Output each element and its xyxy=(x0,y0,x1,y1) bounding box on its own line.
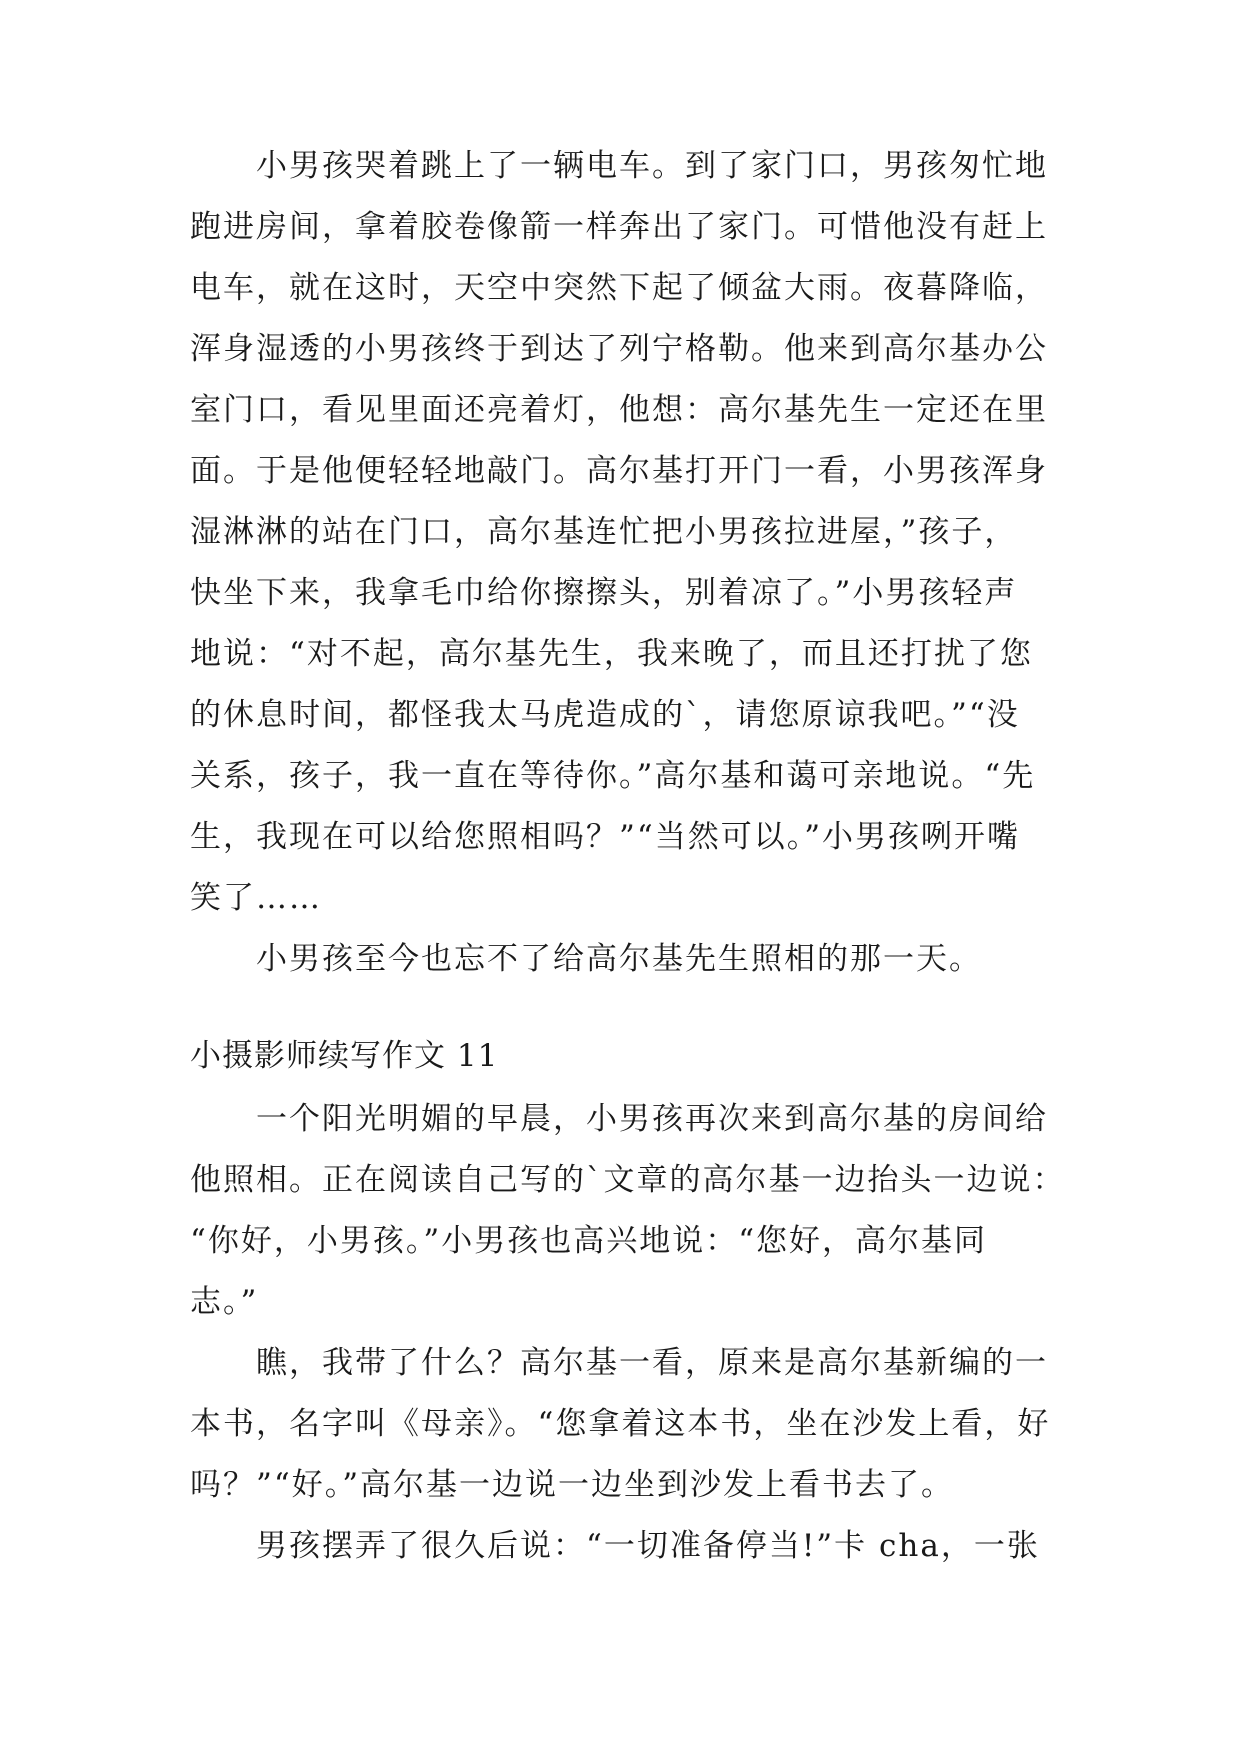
text-line: 他照相。正在阅读自己写的`文章的高尔基一边抬头一边说： xyxy=(190,1162,1066,1198)
paragraph-1 xyxy=(190,136,1070,929)
text-line: 关系，孩子，我一直在等待你。”高尔基和蔼可亲地说。“先 xyxy=(190,758,1036,794)
text-line: 湿淋淋的站在门口，高尔基连忙把小男孩拉进屋，”孩子， xyxy=(190,514,1018,550)
text-line: 跑进房间，拿着胶卷像箭一样奔出了家门。可惜他没有赶上 xyxy=(190,209,1048,245)
text-line: 地说：“对不起，高尔基先生，我来晚了，而且还打扰了您 xyxy=(190,636,1033,672)
text-line: 本书，名字叫《母亲》。“您拿着这本书，坐在沙发上看，好 xyxy=(190,1406,1051,1442)
text-line: 瞧，我带了什么？高尔基一看，原来是高尔基新编的一 xyxy=(256,1345,1048,1381)
text-line: 吗？”“好。”高尔基一边说一边坐到沙发上看书去了。 xyxy=(190,1467,955,1503)
text-line: 志。” xyxy=(190,1284,259,1320)
paragraph-3 xyxy=(190,1089,1070,1333)
text-line: 室门口，看见里面还亮着灯，他想：高尔基先生一定还在里 xyxy=(190,392,1048,428)
text-line: 电车，就在这时，天空中突然下起了倾盆大雨。夜暮降临， xyxy=(190,270,1048,306)
text-line: 的休息时间，都怪我太马虎造成的`，请您原谅我吧。”“没 xyxy=(190,697,1020,733)
text-line: 一个阳光明媚的早晨，小男孩再次来到高尔基的房间给 xyxy=(256,1101,1048,1137)
paragraph-5 xyxy=(190,1516,1070,1577)
text-line: 面。于是他便轻轻地敲门。高尔基打开门一看，小男孩浑身 xyxy=(190,453,1048,489)
text-line: 浑身湿透的小男孩终于到达了列宁格勒。他来到高尔基办公 xyxy=(190,331,1048,367)
text-line: 笑了…… xyxy=(190,880,322,916)
paragraph-2 xyxy=(190,929,1070,990)
text-line: 小男孩至今也忘不了给高尔基先生照相的那一天。 xyxy=(256,941,982,977)
text-line: 快坐下来，我拿毛巾给你擦擦头，别着凉了。”小男孩轻声 xyxy=(190,575,1018,611)
section-title: 小摄影师续写作文 11 xyxy=(190,1038,499,1074)
text-line: 生，我现在可以给您照相吗？”“当然可以。”小男孩咧开嘴 xyxy=(190,819,1021,855)
text-line: 小男孩哭着跳上了一辆电车。到了家门口，男孩匆忙地 xyxy=(256,148,1048,184)
text-line: “你好，小男孩。”小男孩也高兴地说：“您好，高尔基同 xyxy=(190,1223,988,1259)
paragraph-4 xyxy=(190,1333,1070,1516)
text-line: 男孩摆弄了很久后说：“一切准备停当!”卡 cha，一张 xyxy=(256,1528,1040,1564)
